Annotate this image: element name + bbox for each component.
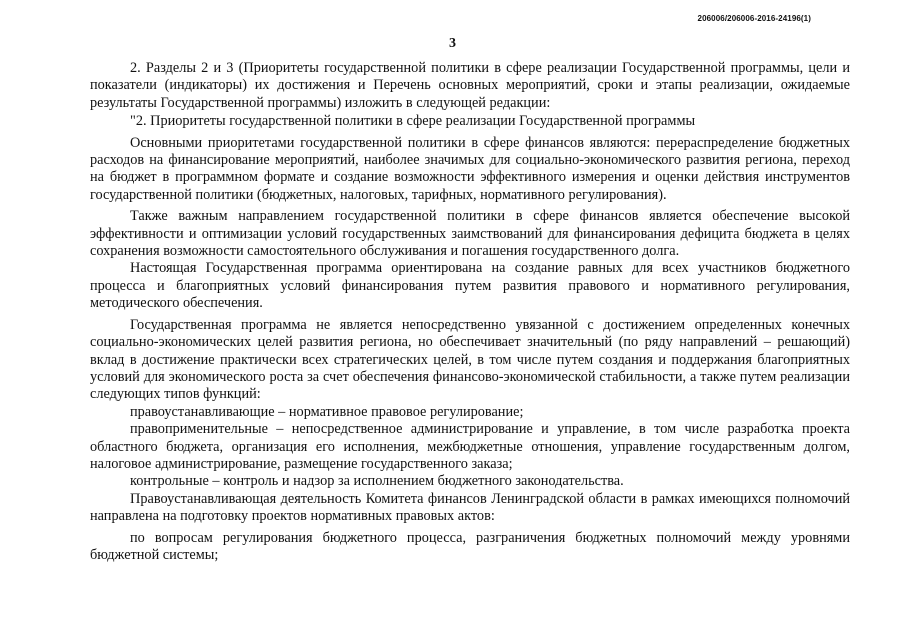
paragraph-committee: Правоустанавливающая деятельность Комитета финансов Ленинградской области в рамках имеющихся полномочий направлена на подготовку проектов нормативных правовых актов: xyxy=(90,490,850,525)
document-id: 206006/206006-2016-24196(1) xyxy=(697,14,811,23)
section-heading: "2. Приоритеты государственной политики в сфере реализации Государственной программы xyxy=(130,113,696,130)
list-item-control: контрольные – контроль и надзор за исполнением бюджетного законодательства. xyxy=(130,473,624,490)
paragraph-borrowing: Также важным направлением государственной политики в сфере финансов является обеспечение высокой эффективности и оптимизации условий государственных заимствований для финансирования дефицита бюджета в целях сохранения возможности самостоятельного обслуживания и погашения государственного долга. xyxy=(90,208,850,260)
page-number: 3 xyxy=(449,36,456,51)
document-body xyxy=(90,60,850,564)
paragraph-orientation: Настоящая Государственная программа ориентирована на создание равных для всех участников бюджетного процесса и благоприятных условий финансирования путем развития правового и нормативного регулирования, методического обеспечения. xyxy=(90,260,850,312)
paragraph-amendment: 2. Разделы 2 и 3 (Приоритеты государственной политики в сфере реализации Государственной программы, цели и показатели (индикаторы) их достижения и Перечень основных мероприятий, сроки и этапы реализации, ожидаемые результаты Государственной программы) изложить в следующей редакции: xyxy=(90,60,850,111)
paragraph-contribution: Государственная программа не является непосредственно увязанной с достижением определенных конечных социально-экономических целей развития региона, но обеспечивает значительный (по ряду направлений – решающий) вклад в достижение практически всех стратегических целей, в том числе путем создания и поддержания благоприятных условий для экономического роста за счет обеспечения финансово-экономической стабильности, а также путем реализации следующих типов функций: xyxy=(90,316,850,403)
list-item-enforcement: правоприменительные – непосредственное администрирование и управление, в том числе разработка проекта областного бюджета, организация его исполнения, межбюджетные отношения, управление государственным долгом, налоговое администрирование, размещение государственного заказа; xyxy=(90,421,850,472)
list-item-budget-process: по вопросам регулирования бюджетного процесса, разграничения бюджетных полномочий между уровнями бюджетной системы; xyxy=(90,529,850,563)
list-item-legislative: правоустанавливающие – нормативное правовое регулирование; xyxy=(130,403,524,420)
paragraph-priorities: Основными приоритетами государственной политики в сфере финансов являются: перераспределение бюджетных расходов на финансирование мероприятий, наиболее значимых для социально-экономического развития региона, переход на бюджет в программном формате и создание возможности эффективного измерения и оценки действия инструментов государственной политики (бюджетных, налоговых, тарифных, нормативного регулирования). xyxy=(90,134,850,203)
